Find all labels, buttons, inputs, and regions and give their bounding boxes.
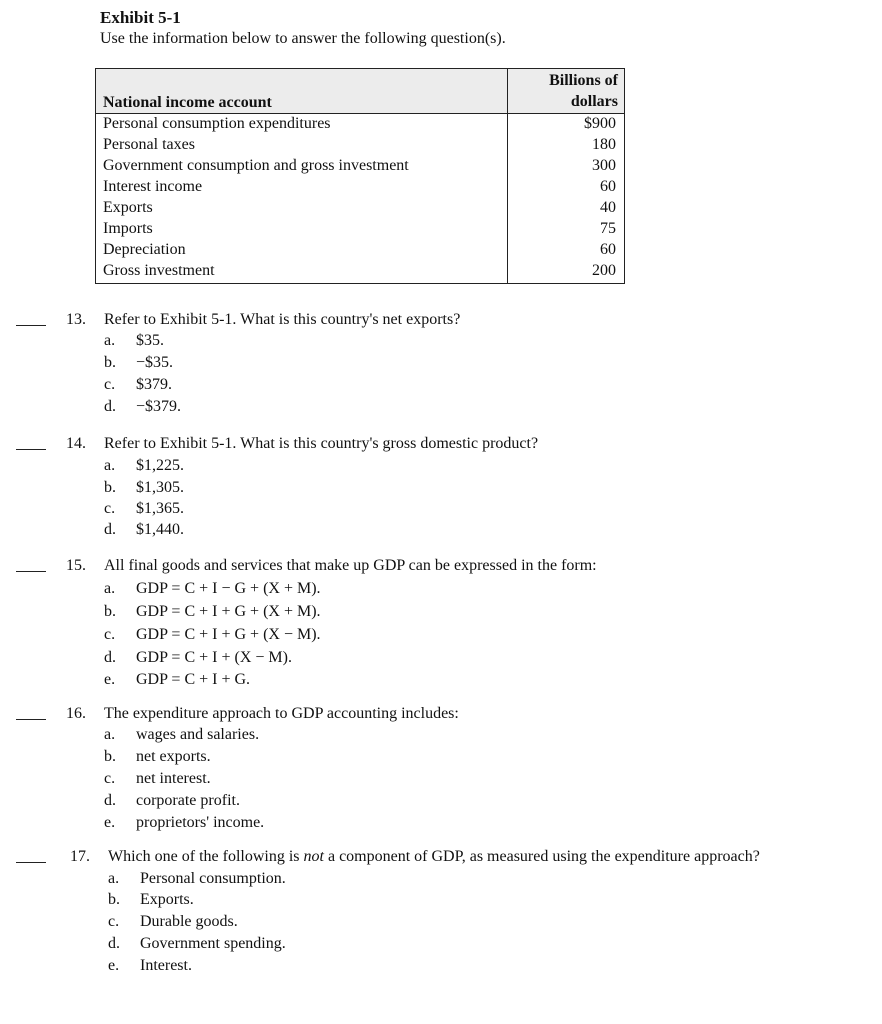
option-letter: b. <box>104 748 116 765</box>
table-row <box>96 219 624 240</box>
option-text: GDP = C + I + G + (X + M). <box>136 603 321 620</box>
answer-blank[interactable] <box>16 449 46 450</box>
option-letter: d. <box>104 649 116 666</box>
row-label: Personal consumption expenditures <box>103 115 331 132</box>
row-label: Depreciation <box>103 241 186 258</box>
answer-blank[interactable] <box>16 571 46 572</box>
row-value: 200 <box>592 262 616 279</box>
option-letter: b. <box>108 891 120 908</box>
option-letter: d. <box>104 398 116 415</box>
question-stem: Refer to Exhibit 5-1. What is this country's net exports? <box>104 311 461 328</box>
option-text: Exports. <box>140 891 194 908</box>
option-text: $379. <box>136 376 172 393</box>
option-text: GDP = C + I + (X − M). <box>136 649 292 666</box>
table-row <box>96 177 624 198</box>
stem-part: a component of GDP, as measured using the expenditure approach? <box>323 848 760 865</box>
exhibit-intro: Use the information below to answer the following question(s). <box>100 30 506 47</box>
option-letter: a. <box>108 870 120 887</box>
option-text: proprietors' income. <box>136 814 265 831</box>
option-text: GDP = C + I + G + (X − M). <box>136 626 321 643</box>
option-text: net interest. <box>136 770 211 787</box>
option-letter: d. <box>104 792 116 809</box>
option-text: net exports. <box>136 748 211 765</box>
table-row <box>96 261 624 282</box>
question-stem: The expenditure approach to GDP accounting includes: <box>104 705 459 722</box>
answer-blank[interactable] <box>16 862 46 863</box>
row-label: Exports <box>103 199 153 216</box>
option-text: $1,365. <box>136 500 184 517</box>
row-value: 180 <box>592 136 616 153</box>
option-text: Government spending. <box>140 935 286 952</box>
row-value: 300 <box>592 157 616 174</box>
option-letter: a. <box>104 332 116 349</box>
option-letter: b. <box>104 354 116 371</box>
table-row <box>96 156 624 177</box>
row-label: Gross investment <box>103 262 215 279</box>
answer-blank[interactable] <box>16 325 46 326</box>
option-text: wages and salaries. <box>136 726 260 743</box>
question-number: 15. <box>66 557 86 574</box>
row-value: 40 <box>600 199 616 216</box>
option-letter: e. <box>104 814 116 831</box>
option-text: GDP = C + I − G + (X + M). <box>136 580 321 597</box>
option-letter: d. <box>104 521 116 538</box>
question-number: 17. <box>70 848 90 865</box>
row-label: Personal taxes <box>103 136 195 153</box>
option-text: $35. <box>136 332 164 349</box>
row-value: 60 <box>600 241 616 258</box>
option-letter: c. <box>108 913 120 930</box>
question-stem <box>108 848 760 866</box>
option-text: Personal consumption. <box>140 870 286 887</box>
option-text: −$35. <box>136 354 174 371</box>
column-header-billions <box>508 70 618 112</box>
option-letter: e. <box>104 671 116 688</box>
row-label: Imports <box>103 220 153 237</box>
row-value: 75 <box>600 220 616 237</box>
exhibit-title: Exhibit 5-1 <box>100 8 181 27</box>
table-row <box>96 135 624 156</box>
option-letter: c. <box>104 770 116 787</box>
question-stem: Refer to Exhibit 5-1. What is this country's gross domestic product? <box>104 435 539 452</box>
option-letter: b. <box>104 479 116 496</box>
question-number: 13. <box>66 311 86 328</box>
national-income-table <box>95 68 625 284</box>
option-text: Interest. <box>140 957 192 974</box>
column-header-billions-line2: dollars <box>570 93 618 110</box>
table-row <box>96 114 624 135</box>
option-letter: d. <box>108 935 120 952</box>
option-text: $1,440. <box>136 521 184 538</box>
row-value: 60 <box>600 178 616 195</box>
option-text: GDP = C + I + G. <box>136 671 251 688</box>
question-number: 16. <box>66 705 86 722</box>
option-letter: c. <box>104 500 116 517</box>
option-letter: c. <box>104 626 116 643</box>
option-letter: a. <box>104 457 116 474</box>
option-text: $1,305. <box>136 479 184 496</box>
column-header-account: National income account <box>103 94 272 111</box>
table-row <box>96 198 624 219</box>
row-label: Interest income <box>103 178 203 195</box>
option-letter: e. <box>108 957 120 974</box>
option-letter: c. <box>104 376 116 393</box>
option-text: $1,225. <box>136 457 184 474</box>
option-text: −$379. <box>136 398 182 415</box>
option-letter: b. <box>104 603 116 620</box>
question-number: 14. <box>66 435 86 452</box>
question-stem: All final goods and services that make up GDP can be expressed in the form: <box>104 557 597 574</box>
column-header-billions-line1: Billions of <box>549 72 618 89</box>
table-row <box>96 240 624 261</box>
option-letter: a. <box>104 726 116 743</box>
row-value: $900 <box>584 115 616 132</box>
answer-blank[interactable] <box>16 719 46 720</box>
stem-emphasis: not <box>303 848 324 865</box>
row-label: Government consumption and gross investment <box>103 157 409 174</box>
option-text: corporate profit. <box>136 792 240 809</box>
option-letter: a. <box>104 580 116 597</box>
option-text: Durable goods. <box>140 913 238 930</box>
stem-part: Which one of the following is <box>108 848 304 865</box>
